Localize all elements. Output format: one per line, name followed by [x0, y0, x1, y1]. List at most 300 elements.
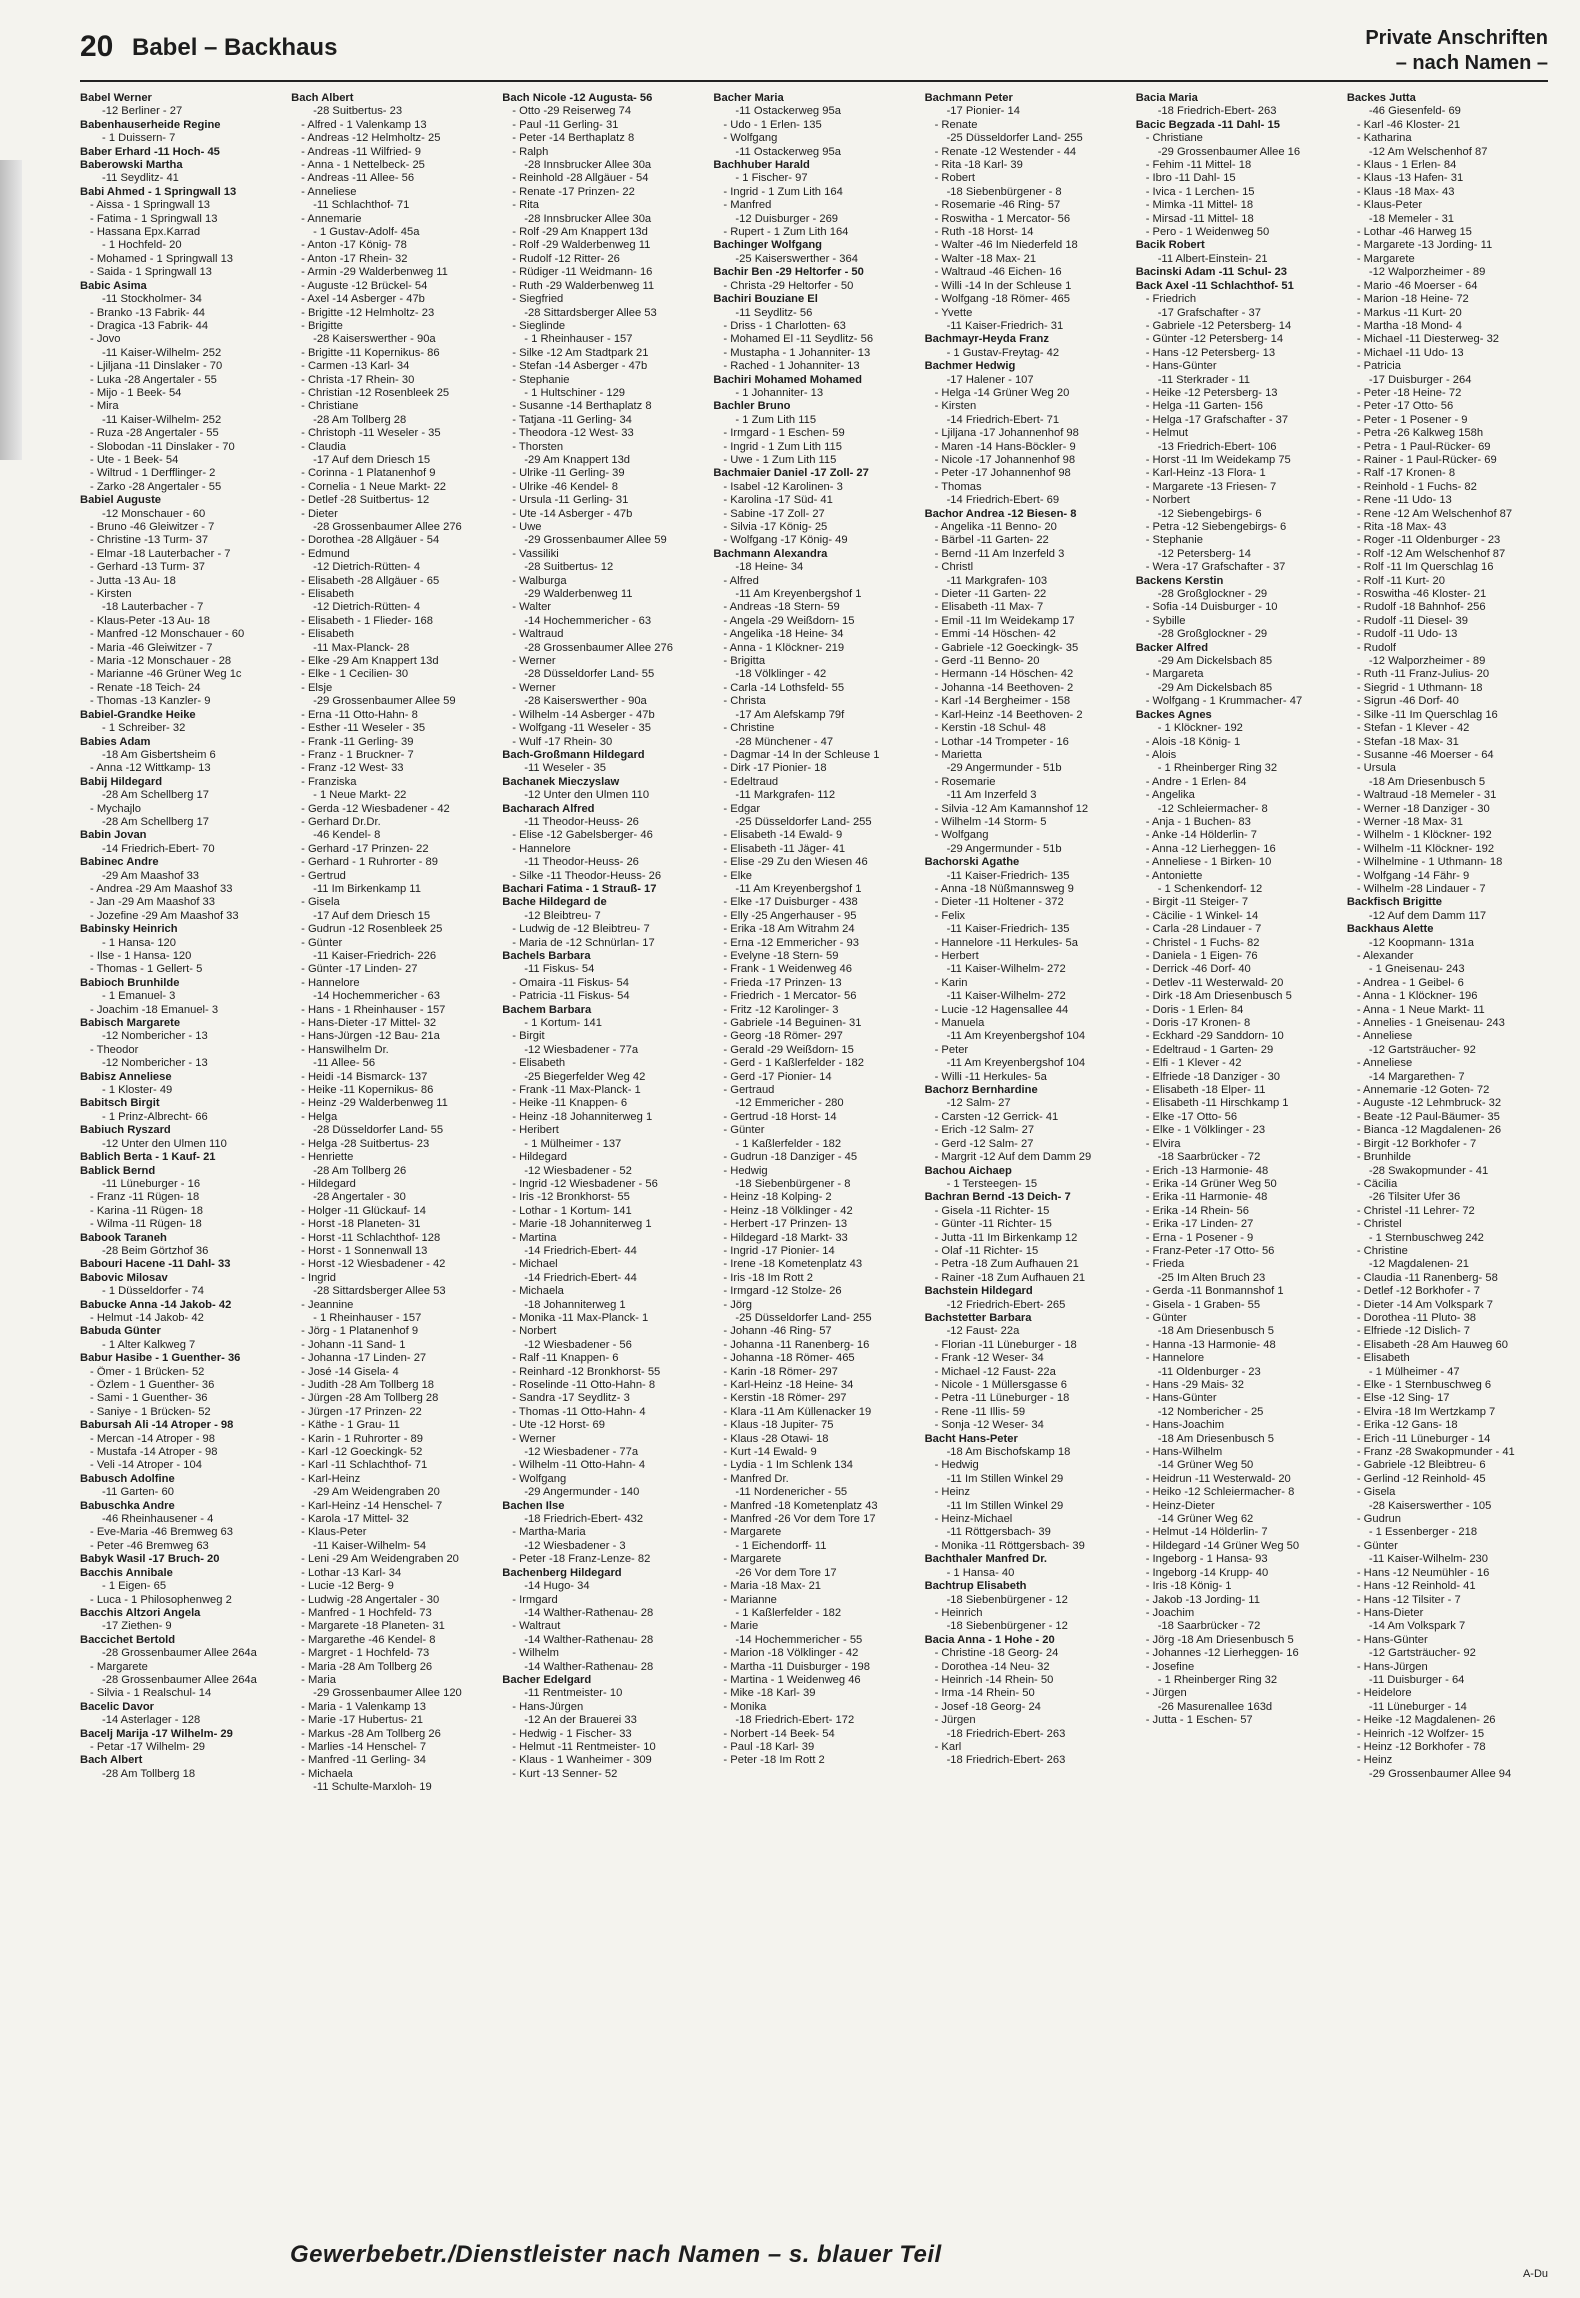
directory-entry: -11 Im Birkenkamp 11	[313, 882, 421, 895]
directory-entry: - Edmund	[301, 547, 350, 560]
directory-entry: -11 Im Stillen Winkel 29	[946, 1499, 1064, 1512]
directory-entry: - Marie	[723, 1620, 759, 1633]
directory-entry: - Christine -18 Georg- 24	[934, 1647, 1059, 1660]
directory-entry: -11 Stockholmer- 34	[102, 293, 202, 306]
directory-entry: - Iris -18 Im Rott 2	[723, 1271, 813, 1284]
directory-entry: - Margrit -12 Auf dem Damm 29	[934, 1151, 1092, 1164]
directory-entry: -11 Markgrafen- 112	[735, 789, 836, 802]
directory-entry: -17 Halener - 107	[946, 373, 1034, 386]
directory-entry: - Karin	[934, 976, 968, 989]
directory-entry: - Marianne -46 Grüner Weg 1c	[90, 668, 242, 681]
directory-entry: - Sybille	[1145, 614, 1186, 627]
directory-entry: - Norbert	[1145, 494, 1190, 507]
directory-entry: - Mustapha - 1 Johanniter- 13	[723, 346, 871, 359]
directory-surname-entry: Bachou Aichaep	[924, 1164, 1012, 1177]
directory-entry: - Hanswilhelm Dr.	[301, 1043, 389, 1056]
directory-entry: - Marlies -14 Henschel- 7	[301, 1740, 427, 1753]
directory-entry: - Sonja -12 Weser- 34	[934, 1419, 1044, 1432]
directory-entry: - Ruth -18 Horst- 14	[934, 226, 1034, 239]
directory-entry: - Friedrich	[1145, 293, 1197, 306]
directory-entry: - Angelika -18 Heine- 34	[723, 628, 844, 641]
directory-entry: -26 Masurenallee 163d	[1157, 1700, 1273, 1713]
directory-entry: - 1 Hansa- 120	[102, 936, 177, 949]
directory-entry: -11 Am Kreyenbergshof 1	[735, 882, 862, 895]
directory-entry: - Margarethe -46 Kendel- 8	[301, 1633, 436, 1646]
directory-surname-entry: Backes Agnes	[1135, 708, 1212, 721]
directory-surname-entry: Babyk Wasil -17 Bruch- 20	[80, 1553, 220, 1566]
directory-entry: - Tatjana -11 Gerling- 34	[512, 413, 632, 426]
directory-entry: - Hans-Günter	[1145, 360, 1217, 373]
directory-entry: - Evelyne -18 Stern- 59	[723, 950, 839, 962]
directory-surname-entry: Babi Ahmed - 1 Springwall 13	[80, 185, 237, 198]
directory-entry: - Hans -12 Reinhold- 41	[1356, 1580, 1476, 1593]
directory-entry: - Klaus-Peter	[301, 1526, 367, 1539]
directory-entry: - Veli -14 Atroper - 104	[90, 1459, 202, 1472]
directory-entry: -25 Düsseldorfer Land- 255	[946, 132, 1083, 145]
directory-entry: - Erich -13 Harmonie- 48	[1145, 1164, 1269, 1177]
directory-entry: -18 Am Driesenbusch 5	[1157, 1325, 1274, 1338]
directory-entry: - Horst -11 Schlachthof- 128	[301, 1231, 441, 1244]
directory-entry: - Erich -11 Lüneburger - 14	[1356, 1432, 1491, 1445]
directory-entry: - Ljiljana -17 Johannenhof 98	[934, 427, 1079, 440]
directory-entry: - Mira	[90, 400, 119, 413]
directory-entry: - Werner -18 Danziger - 30	[1356, 802, 1490, 815]
directory-entry: -12 Auf dem Damm 117	[1368, 909, 1487, 922]
directory-entry: - Jürgen	[934, 1714, 976, 1727]
directory-entry: - Mario -46 Moerser - 64	[1356, 279, 1478, 292]
directory-entry: - Elke -29 Am Knappert 13d	[301, 655, 439, 668]
directory-entry: -18 Am Driesenbusch 5	[1157, 1432, 1274, 1445]
section-title-line2: – nach Namen –	[1395, 52, 1548, 74]
directory-entry: - Heike -11 Kopernikus- 86	[301, 1084, 434, 1097]
directory-entry: - Peter -18 Franz-Lenze- 82	[512, 1553, 651, 1566]
directory-entry: - 1 Eigen- 65	[102, 1580, 167, 1593]
directory-surname-entry: Backes Jutta	[1346, 92, 1416, 104]
directory-entry: - 1 Gneisenau- 243	[1368, 963, 1465, 976]
directory-entry: - Slobodan -11 Dinslaker - 70	[90, 440, 235, 453]
directory-entry: - Saida - 1 Springwall 13	[90, 266, 212, 279]
directory-entry: - Thomas	[934, 480, 982, 493]
directory-entry: - Dieter -11 Holtener - 372	[934, 896, 1064, 909]
directory-entry: - Werner -18 Max- 31	[1356, 815, 1463, 828]
directory-entry: - Roswitha -46 Kloster- 21	[1356, 588, 1487, 601]
directory-entry: -29 Am Knappert 13d	[524, 453, 631, 466]
directory-entry: - Auguste -12 Lehmbruck- 32	[1356, 1097, 1502, 1110]
directory-entry: - Kirsten	[90, 588, 132, 601]
directory-entry: - Günter -17 Linden- 27	[301, 963, 418, 976]
directory-entry: -11 Kaiser-Friedrich- 226	[313, 950, 437, 962]
directory-entry: - Horst -18 Planeten- 31	[301, 1218, 421, 1231]
directory-surname-entry: Baber Erhard -11 Hoch- 45	[80, 145, 220, 158]
directory-entry: - José -14 Gisela- 4	[301, 1365, 399, 1378]
directory-surname-entry: Bacia Anna - 1 Hohe - 20	[924, 1633, 1055, 1646]
directory-entry: - Hans -12 Neumühler - 16	[1356, 1566, 1490, 1579]
directory-entry: - Margarete	[1356, 252, 1415, 265]
directory-entry: - Maria	[301, 1673, 336, 1686]
directory-surname-entry: Bachthaler Manfred Dr.	[924, 1553, 1048, 1566]
directory-entry: -17 Auf dem Driesch 15	[313, 909, 431, 922]
directory-surname-entry: Babursah Ali -14 Atroper - 98	[80, 1419, 234, 1432]
directory-entry: - Martina	[512, 1231, 557, 1244]
directory-entry: - Norbert	[512, 1325, 557, 1338]
directory-surname-entry: Babij Hildegard	[80, 775, 163, 788]
directory-entry: - Doris - 1 Erlen- 84	[1145, 1003, 1244, 1016]
directory-entry: - Gabriele -12 Bleibtreu- 6	[1356, 1459, 1486, 1472]
directory-surname-entry: Babies Adam	[80, 735, 151, 748]
directory-column	[925, 92, 1126, 2232]
directory-surname-entry: Bachhuber Harald	[713, 159, 810, 172]
section-title-line1: Private Anschriften	[1365, 27, 1548, 49]
directory-entry: - Heidi -14 Bismarck- 137	[301, 1070, 428, 1083]
directory-entry: -12 Wiesbadener - 77a	[524, 1043, 639, 1056]
directory-entry: - Susanne -46 Moerser - 64	[1356, 748, 1494, 761]
directory-entry: - Elke	[723, 869, 753, 882]
directory-entry: - Corinna - 1 Platanenhof 9	[301, 467, 436, 480]
directory-entry: - Rolf -29 Walderbenweg 11	[512, 239, 651, 252]
directory-entry: -11 Lüneburger - 14	[1368, 1700, 1467, 1713]
directory-entry: - Stefan -14 Asberger - 47b	[512, 360, 648, 373]
directory-entry: - Maria -18 Max- 21	[723, 1580, 822, 1593]
directory-entry: - Christel -11 Lehrer- 72	[1356, 1204, 1475, 1217]
directory-entry: - Waltraud -46 Eichen- 16	[934, 266, 1062, 279]
directory-entry: - Wilhelm	[512, 1647, 559, 1660]
directory-entry: -12 Faust- 22a	[946, 1325, 1020, 1338]
directory-surname-entry: Babel Werner	[80, 92, 152, 104]
directory-surname-entry: Back Axel -11 Schlachthof- 51	[1135, 279, 1294, 292]
directory-entry: - Petra -11 Lüneburger - 18	[934, 1392, 1070, 1405]
directory-entry: - Irmgard - 1 Eschen- 59	[723, 427, 845, 440]
directory-entry: - Karl -46 Kloster- 21	[1356, 118, 1461, 131]
directory-surname-entry: Babiel-Grandke Heike	[80, 708, 196, 721]
directory-entry: - Andrea - 1 Geibel- 6	[1356, 976, 1464, 989]
directory-entry: - 1 Alter Kalkweg 7	[102, 1338, 196, 1351]
directory-entry: -14 Walther-Rathenau- 28	[524, 1660, 654, 1673]
directory-entry: - Heinrich -12 Wolfzer- 15	[1356, 1727, 1485, 1740]
directory-surname-entry: Bachmayr-Heyda Franz	[924, 333, 1049, 346]
directory-entry: - 1 Neue Markt- 22	[313, 789, 407, 802]
directory-entry: - Carla -28 Lindauer - 7	[1145, 923, 1262, 936]
directory-entry: - Zarko -28 Angertaler - 55	[90, 480, 222, 493]
directory-entry: -14 Am Volkspark 7	[1368, 1620, 1466, 1633]
directory-entry: -14 Hugo- 34	[524, 1580, 590, 1593]
directory-entry: - Armin -29 Walderbenweg 11	[301, 266, 448, 279]
directory-entry: - Hanna -13 Harmonie- 48	[1145, 1338, 1276, 1351]
directory-entry: -28 Grossenbaumer Allee 264a	[102, 1647, 257, 1660]
directory-entry: - Felix	[934, 909, 966, 922]
directory-entry: - Manfred -18 Kometenplatz 43	[723, 1499, 878, 1512]
directory-entry: -28 Düsseldorfer Land- 55	[313, 1124, 444, 1137]
page-number: 20	[80, 30, 114, 63]
directory-entry: - Anneliese	[1356, 1057, 1413, 1070]
directory-entry: - Renate -12 Westender - 44	[934, 145, 1077, 158]
directory-entry: - Gertraud	[723, 1084, 775, 1097]
directory-entry: -28 Grossenbaumer Allee 276	[524, 641, 673, 654]
directory-surname-entry: Bache Hildegard de	[502, 896, 607, 909]
directory-entry: - Petra -18 Zum Aufhauen 21	[934, 1258, 1079, 1271]
directory-entry: - Dorothea -11 Pluto- 38	[1356, 1311, 1477, 1324]
directory-entry: - Helmut -14 Jakob- 42	[90, 1311, 204, 1324]
directory-entry: - Ralf -11 Knappen- 6	[512, 1352, 619, 1365]
directory-entry: -28 Grossenbaumer Allee 264a	[102, 1673, 257, 1686]
directory-surname-entry: Bacic Begzada -11 Dahl- 15	[1135, 118, 1280, 131]
directory-entry: - Detlef -12 Borkhofer - 7	[1356, 1285, 1480, 1298]
directory-entry: - Christine	[723, 722, 775, 735]
directory-entry: -29 Walderbenweg 11	[524, 588, 633, 601]
directory-entry: - Christa	[723, 695, 766, 708]
directory-entry: - Günter -12 Petersberg- 14	[1145, 333, 1284, 346]
directory-entry: - Elisabeth -11 Max- 7	[934, 601, 1044, 614]
directory-surname-entry: Backfisch Brigitte	[1346, 896, 1442, 909]
directory-entry: - Gerd -12 Salm- 27	[934, 1137, 1034, 1150]
directory-entry: - Manuela	[934, 1017, 985, 1030]
directory-entry: - Ute - 1 Beek- 54	[90, 453, 179, 466]
directory-column	[1347, 92, 1548, 2232]
directory-entry: - Hannelore -11 Herkules- 5a	[934, 936, 1078, 949]
directory-entry: - Alexander	[1356, 950, 1414, 962]
directory-entry: - Petra -12 Siebengebirgs- 6	[1145, 521, 1287, 533]
directory-entry: - Wolfgang -11 Weseler - 35	[512, 722, 651, 735]
directory-entry: -26 Tilsiter Ufer 36	[1368, 1191, 1461, 1204]
directory-entry: - Nicole -17 Johannenhof 98	[934, 453, 1076, 466]
directory-entry: - Hans-Günter	[1145, 1392, 1217, 1405]
directory-entry: - Katharina	[1356, 132, 1412, 145]
directory-entry: - Herbert	[934, 950, 979, 962]
directory-entry: - Claudia -11 Ranenberg- 58	[1356, 1271, 1498, 1284]
directory-entry: -12 Wiesbadener - 77a	[524, 1446, 639, 1459]
directory-entry: - Paul -18 Karl- 39	[723, 1740, 815, 1753]
directory-surname-entry: Babusch Adolfine	[80, 1472, 175, 1485]
directory-entry: -46 Rheinhausener - 4	[102, 1513, 214, 1526]
directory-entry: - Silvia -12 Am Kamannshof 12	[934, 802, 1089, 815]
directory-entry: - Kirsten	[934, 400, 977, 413]
directory-entry: - Özlem - 1 Guenther- 36	[90, 1379, 215, 1391]
directory-entry: -12 Monschauer - 60	[102, 507, 206, 520]
directory-surname-entry: Bablick Bernd	[80, 1164, 156, 1177]
directory-entry: - Sofia -14 Duisburger - 10	[1145, 601, 1278, 614]
directory-entry: -29 Angermunder - 51b	[946, 762, 1062, 775]
directory-entry: - Gerhard Dr.Dr.	[301, 815, 381, 828]
directory-surname-entry: Bachanek Mieczyslaw	[502, 775, 620, 788]
directory-entry: - Manfred	[723, 199, 772, 212]
directory-entry: - Hans-Joachim	[1145, 1419, 1225, 1432]
directory-surname-entry: Bacchis Annibale	[80, 1566, 173, 1579]
directory-entry: - Norbert -14 Beek- 54	[723, 1727, 835, 1740]
directory-entry: -11 Max-Planck- 28	[313, 641, 410, 654]
directory-entry: - Elfriede -12 Dislich- 7	[1356, 1325, 1470, 1338]
directory-entry: -11 Ostackerweg 95a	[735, 105, 841, 118]
directory-entry: - 1 Rheinberger Ring 32	[1157, 1673, 1278, 1686]
directory-entry: - 1 Emanuel- 3	[102, 990, 176, 1003]
directory-entry: -11 Lüneburger - 16	[102, 1177, 201, 1190]
directory-entry: - Jovo	[90, 333, 121, 346]
directory-columns	[80, 92, 1548, 2232]
directory-entry: - Marion -18 Heine- 72	[1356, 293, 1469, 306]
directory-entry: - Friedrich - 1 Mercator- 56	[723, 990, 857, 1003]
directory-entry: - Jozefine -29 Am Maashof 33	[90, 909, 239, 922]
directory-entry: - Franz-Peter -17 Otto- 56	[1145, 1244, 1275, 1257]
directory-entry: - Klara -11 Am Küllenacker 19	[723, 1405, 872, 1418]
directory-entry: - Johanna -17 Linden- 27	[301, 1352, 427, 1365]
directory-entry: - Michael -11 Udo- 13	[1356, 346, 1464, 359]
directory-entry: - Jörg - 1 Platanenhof 9	[301, 1325, 419, 1338]
directory-entry: - Mirsad -11 Mittel- 18	[1145, 212, 1254, 225]
directory-entry: -29 Am Dickelsbach 85	[1157, 655, 1273, 668]
directory-entry: - Frieda	[1145, 1258, 1185, 1271]
directory-entry: - Elisabeth	[301, 588, 354, 601]
directory-entry: - Sabine -17 Zoll- 27	[723, 507, 825, 520]
directory-entry: - Jutta -13 Au- 18	[90, 574, 176, 587]
directory-surname-entry: Bachstein Hildegard	[924, 1285, 1033, 1298]
directory-entry: - Frank -11 Gerling- 39	[301, 735, 414, 748]
directory-entry: - Paul -11 Gerling- 31	[512, 118, 619, 131]
directory-entry: - Luca - 1 Philosophenweg 2	[90, 1593, 232, 1606]
directory-entry: - Gudrun	[1356, 1513, 1401, 1526]
directory-entry: - Elsje	[301, 681, 333, 694]
directory-entry: - Siegfried	[512, 293, 564, 306]
directory-entry: - Reinhold -28 Allgäuer - 54	[512, 172, 649, 185]
directory-column	[502, 92, 703, 2232]
directory-entry: - Klaus-Peter	[1356, 199, 1423, 212]
directory-entry: -28 Am Tollberg 26	[313, 1164, 407, 1177]
directory-surname-entry: Bachem Barbara	[502, 1003, 592, 1016]
directory-entry: - Yvette	[934, 306, 973, 319]
directory-entry: - Markus -28 Am Tollberg 26	[301, 1727, 441, 1740]
directory-entry: -17 Grafschafter - 37	[1157, 306, 1261, 319]
directory-entry: - Kerstin -18 Römer- 297	[723, 1392, 847, 1405]
directory-entry: - 1 Düsseldorfer - 74	[102, 1285, 204, 1298]
directory-entry: - Maren -14 Hans-Böckler- 9	[934, 440, 1076, 453]
directory-entry: - Silvia -17 König- 25	[723, 521, 828, 533]
directory-entry: - Wolfgang	[512, 1472, 567, 1485]
directory-entry: - Anna -12 Lierheggen- 16	[1145, 842, 1276, 855]
directory-entry: - Maria - 1 Valenkamp 13	[301, 1700, 426, 1713]
directory-entry: - Martha-Maria	[512, 1526, 586, 1539]
directory-entry: - Margarete -18 Planeten- 31	[301, 1620, 445, 1633]
directory-entry: - Eve-Maria -46 Bremweg 63	[90, 1526, 234, 1539]
directory-entry: -14 Hochemmericher - 55	[735, 1633, 863, 1646]
directory-entry: - Heinz-Dieter	[1145, 1499, 1215, 1512]
directory-entry: - Karl-Heinz -18 Heine- 34	[723, 1379, 854, 1391]
directory-entry: - Mustafa -14 Atroper - 98	[90, 1446, 218, 1459]
directory-entry: - Klaus - 1 Wanheimer - 309	[512, 1754, 652, 1767]
directory-entry: - Patricia -11 Fiskus- 54	[512, 990, 630, 1003]
directory-entry: -18 Heine- 34	[735, 561, 804, 574]
directory-entry: - Kerstin -18 Schul- 48	[934, 722, 1046, 735]
directory-entry: - Andreas -18 Stern- 59	[723, 601, 840, 614]
directory-entry: - Bärbel -11 Garten- 22	[934, 534, 1049, 547]
directory-entry: -12 Siebengebirgs- 6	[1157, 507, 1262, 520]
directory-entry: - Lydia - 1 Im Schlenk 134	[723, 1459, 853, 1472]
directory-entry: - Karina -11 Rügen- 18	[90, 1204, 203, 1217]
directory-entry: - Günter -11 Richter- 15	[934, 1218, 1052, 1231]
directory-entry: - Klaus - 1 Erlen- 84	[1356, 159, 1457, 172]
directory-surname-entry: Bachtrup Elisabeth	[924, 1580, 1027, 1593]
directory-entry: - Rudolf -18 Bahnhof- 256	[1356, 601, 1486, 614]
directory-entry: - 1 Rheinberger Ring 32	[1157, 762, 1278, 775]
directory-entry: - Ruth -29 Walderbenweg 11	[512, 279, 655, 292]
directory-surname-entry: Backens Kerstin	[1135, 574, 1224, 587]
directory-entry: -12 Bleibtreu- 7	[524, 909, 601, 922]
directory-entry: - 1 Eichendorff- 11	[735, 1539, 827, 1552]
directory-entry: - Thorsten	[512, 440, 564, 453]
directory-entry: - Brigitte	[301, 319, 343, 332]
directory-entry: - Gerda -11 Bonmannshof 1	[1145, 1285, 1284, 1298]
directory-entry: - Heinz	[934, 1486, 970, 1499]
directory-entry: -25 Düsseldorfer Land- 255	[735, 1311, 872, 1324]
directory-entry: - Manfred -11 Gerling- 34	[301, 1754, 426, 1767]
directory-entry: - Heinrich -14 Rhein- 50	[934, 1673, 1054, 1686]
directory-entry: - Marie -17 Hubertus- 21	[301, 1714, 424, 1727]
directory-entry: - Günter	[1145, 1311, 1187, 1324]
directory-surname-entry: Bachen Ilse	[502, 1499, 565, 1512]
directory-surname-entry: Bachmaier Daniel -17 Zoll- 27	[713, 467, 869, 480]
directory-entry: - Luka -28 Angertaler - 55	[90, 373, 217, 386]
directory-entry: - Christa -17 Rhein- 30	[301, 373, 415, 386]
directory-entry: -11 Schulte-Marxloh- 19	[313, 1781, 432, 1794]
directory-entry: - Elvira -18 Im Wertzkamp 7	[1356, 1405, 1496, 1418]
directory-entry: - Mike -18 Karl- 39	[723, 1687, 816, 1700]
directory-surname-entry: Babenhauserheide Regine	[80, 118, 221, 131]
directory-entry: - Jörg -18 Am Driesenbusch 5	[1145, 1633, 1294, 1646]
directory-entry: -18 Friedrich-Ebert- 172	[735, 1714, 855, 1727]
directory-entry: -14 Friedrich-Ebert- 70	[102, 842, 215, 855]
directory-entry: - Ludwig de -12 Bleibtreu- 7	[512, 923, 650, 936]
directory-surname-entry: Babisch Margarete	[80, 1017, 181, 1030]
directory-entry: - Wilhelm -14 Asberger - 47b	[512, 708, 655, 721]
directory-entry: - Dorothea -14 Neu- 32	[934, 1660, 1050, 1673]
directory-entry: - Ute -14 Asberger - 47b	[512, 507, 633, 520]
directory-entry: - Mohamed - 1 Springwall 13	[90, 252, 234, 265]
directory-entry: - Günter	[723, 1124, 765, 1137]
directory-entry: - Wulf -17 Rhein- 30	[512, 735, 613, 748]
directory-entry: - Gerhard - 1 Ruhrorter - 89	[301, 856, 438, 869]
directory-entry: - Hedwig - 1 Fischer- 33	[512, 1727, 632, 1740]
directory-entry: - Marion -18 Völklinger - 42	[723, 1647, 859, 1660]
directory-entry: -11 Ostackerweg 95a	[735, 145, 841, 158]
directory-entry: -28 Sittardsberger Allee 53	[313, 1285, 446, 1298]
directory-entry: -12 Gartsträucher- 92	[1368, 1647, 1476, 1660]
directory-entry: - Renate -17 Prinzen- 22	[512, 185, 635, 198]
directory-entry: - Heike -11 Knappen- 6	[512, 1097, 628, 1110]
directory-entry: - Elke -17 Duisburger - 438	[723, 896, 858, 909]
directory-entry: -11 Am Inzerfeld 3	[946, 789, 1037, 802]
directory-entry: - Elisabeth	[1356, 1352, 1410, 1365]
directory-entry: - Antoniette	[1145, 869, 1203, 882]
directory-entry: - Hans - 1 Rheinhauser - 157	[301, 1003, 446, 1016]
directory-entry: - Frank - 1 Weidenweg 46	[723, 963, 852, 976]
directory-entry: -29 Angermunder - 51b	[946, 842, 1062, 855]
directory-entry: - Andreas -11 Wilfried- 9	[301, 145, 421, 158]
directory-entry: - Uwe	[512, 521, 542, 533]
directory-entry: -11 Kaiser-Wilhelm- 272	[946, 990, 1066, 1003]
directory-entry: - Heinz-Michael	[934, 1513, 1013, 1526]
directory-surname-entry: Backhaus Alette	[1346, 923, 1434, 936]
directory-entry: - Lothar -13 Karl- 34	[301, 1566, 402, 1579]
directory-entry: -11 Am Kreyenbergshof 104	[946, 1057, 1086, 1070]
directory-entry: - Walburga	[512, 574, 567, 587]
directory-entry: - Irmgard -12 Stolze- 26	[723, 1285, 842, 1298]
directory-entry: - Wolfgang	[723, 132, 778, 145]
directory-entry: - Ralf -17 Kronen- 8	[1356, 467, 1456, 480]
directory-entry: - Johanna -14 Beethoven- 2	[934, 681, 1074, 694]
directory-entry: - Walter -46 Im Niederfeld 18	[934, 239, 1078, 252]
directory-entry: - Wilhelm - 1 Klöckner- 192	[1356, 829, 1492, 842]
directory-entry: - Siegrid - 1 Uthmann- 18	[1356, 681, 1483, 694]
directory-entry: - Gerda -12 Wiesbadener - 42	[301, 802, 450, 815]
directory-entry: - Emmi -14 Höschen- 42	[934, 628, 1056, 641]
directory-entry: - Anna -18 Nüßmannsweg 9	[934, 882, 1074, 895]
directory-entry: - Johanna -11 Ranenberg- 16	[723, 1338, 870, 1351]
